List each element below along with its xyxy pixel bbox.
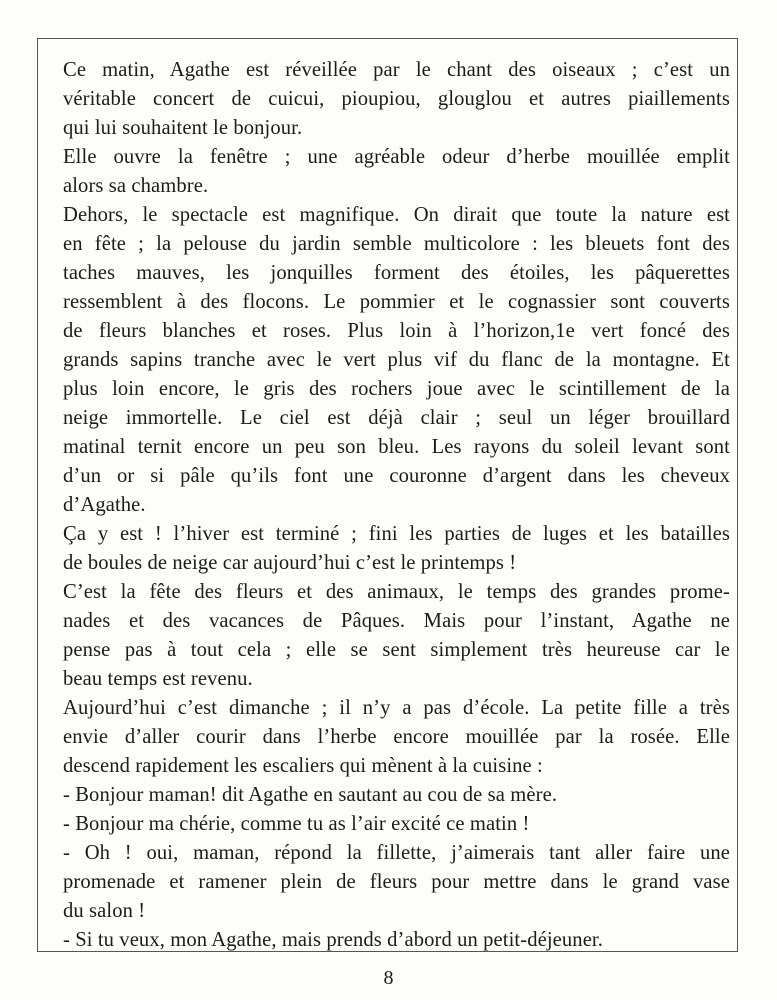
text-line: promenade et ramener plein de fleurs pour mettre dans le grand vase bbox=[63, 871, 730, 893]
text-line: d’Agathe. bbox=[63, 494, 146, 516]
text-line: envie d’aller courir dans l’herbe encore mouillée par la rosée. Elle bbox=[63, 726, 730, 748]
text-line: descend rapidement les escaliers qui mènent à la cuisine : bbox=[63, 755, 543, 777]
text-line: beau temps est revenu. bbox=[63, 668, 253, 690]
text-line: C’est la fête des fleurs et des animaux, le temps des grandes prome- bbox=[63, 581, 730, 603]
text-line: véritable concert de cuicui, pioupiou, glouglou et autres piaillements bbox=[63, 88, 730, 110]
text-line: Elle ouvre la fenêtre ; une agréable odeur d’herbe mouillée emplit bbox=[63, 146, 730, 168]
text-line: alors sa chambre. bbox=[63, 175, 209, 197]
text-line: de boules de neige car aujourd’hui c’est le printemps ! bbox=[63, 552, 517, 574]
text-line: matinal ternit encore un peu son bleu. Les rayons du soleil levant sont bbox=[63, 436, 730, 458]
text-line: du salon ! bbox=[63, 900, 146, 922]
text-line: Ça y est ! l’hiver est terminé ; fini les parties de luges et les batailles bbox=[63, 523, 730, 545]
text-line: de fleurs blanches et roses. Plus loin à l’horizon,1e vert foncé des bbox=[63, 320, 730, 342]
text-line: neige immortelle. Le ciel est déjà clair ; seul un léger brouillard bbox=[63, 407, 730, 429]
text-line: en fête ; la pelouse du jardin semble multicolore : les bleuets font des bbox=[63, 233, 730, 255]
text-line: d’un or si pâle qu’ils font une couronne d’argent dans les cheveux bbox=[63, 465, 730, 487]
text-line: pense pas à tout cela ; elle se sent simplement très heureuse car le bbox=[63, 639, 730, 661]
text-line: grands sapins tranche avec le vert plus vif du flanc de la montagne. Et bbox=[63, 349, 730, 371]
text-line: ressemblent à des flocons. Le pommier et le cognassier sont couverts bbox=[63, 291, 730, 313]
text-line: taches mauves, les jonquilles forment des étoiles, les pâquerettes bbox=[63, 262, 730, 284]
text-line: plus loin encore, le gris des rochers joue avec le scintillement de la bbox=[63, 378, 730, 400]
text-line: Ce matin, Agathe est réveillée par le chant des oiseaux ; c’est un bbox=[63, 59, 730, 81]
text-line: qui lui souhaitent le bonjour. bbox=[63, 117, 303, 139]
text-line: nades et des vacances de Pâques. Mais pour l’instant, Agathe ne bbox=[63, 610, 730, 632]
text-line: - Bonjour maman! dit Agathe en sautant au cou de sa mère. bbox=[63, 784, 558, 806]
story-text-block bbox=[63, 56, 730, 955]
text-line: Aujourd’hui c’est dimanche ; il n’y a pas d’école. La petite fille a très bbox=[63, 697, 730, 719]
text-line: - Oh ! oui, maman, répond la fillette, j’aimerais tant aller faire une bbox=[63, 842, 730, 864]
text-line: - Bonjour ma chérie, comme tu as l’air excité ce matin ! bbox=[63, 813, 530, 835]
text-line: - Si tu veux, mon Agathe, mais prends d’abord un petit-déjeuner. bbox=[63, 929, 604, 951]
text-line: Dehors, le spectacle est magnifique. On dirait que toute la nature est bbox=[63, 204, 730, 226]
page-number: 8 bbox=[383, 967, 394, 989]
